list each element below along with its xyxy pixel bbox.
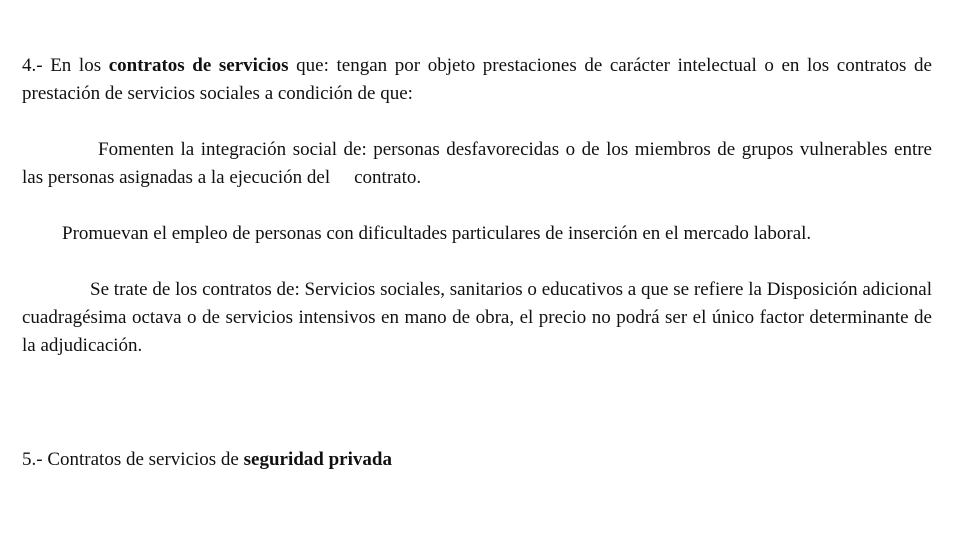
- section-5-bold-term: seguridad privada: [243, 449, 392, 470]
- section-4-rest: que: tengan por objeto prestaciones de carácter intelectual o en los contratos de prestación de servicios sociales a condición de que:: [22, 55, 932, 104]
- section-5-lead: 5.- Contratos de servicios de: [22, 449, 244, 470]
- paragraph-condition-employment: [22, 220, 932, 248]
- paragraph-section-5-heading: [22, 446, 932, 474]
- condition-employment-text: Promuevan el empleo de personas con dificultades particulares de inserción en el mercado laboral.: [62, 223, 812, 244]
- paragraph-condition-integration: [22, 136, 932, 192]
- section-4-lead: 4.- En los: [22, 55, 109, 76]
- condition-integration-text: Fomenten la integración social de: personas desfavorecidas o de los miembros de grupos vulnerables entre las personas asignadas a la ejecución del: [22, 139, 932, 188]
- section-4-bold-term: contratos de servicios: [108, 55, 289, 76]
- condition-contract-types-text: Se trate de los contratos de: Servicios sociales, sanitarios o educativos a que se refiere la Disposición adicional cuadragésima octava o de servicios intensivos en mano de obra, el precio no podrá ser el único factor determinante de la adjudicación.: [22, 279, 932, 356]
- condition-integration-end: contrato.: [354, 167, 422, 188]
- paragraph-section-4-intro: [22, 52, 932, 108]
- paragraph-condition-contract-types: [22, 276, 932, 360]
